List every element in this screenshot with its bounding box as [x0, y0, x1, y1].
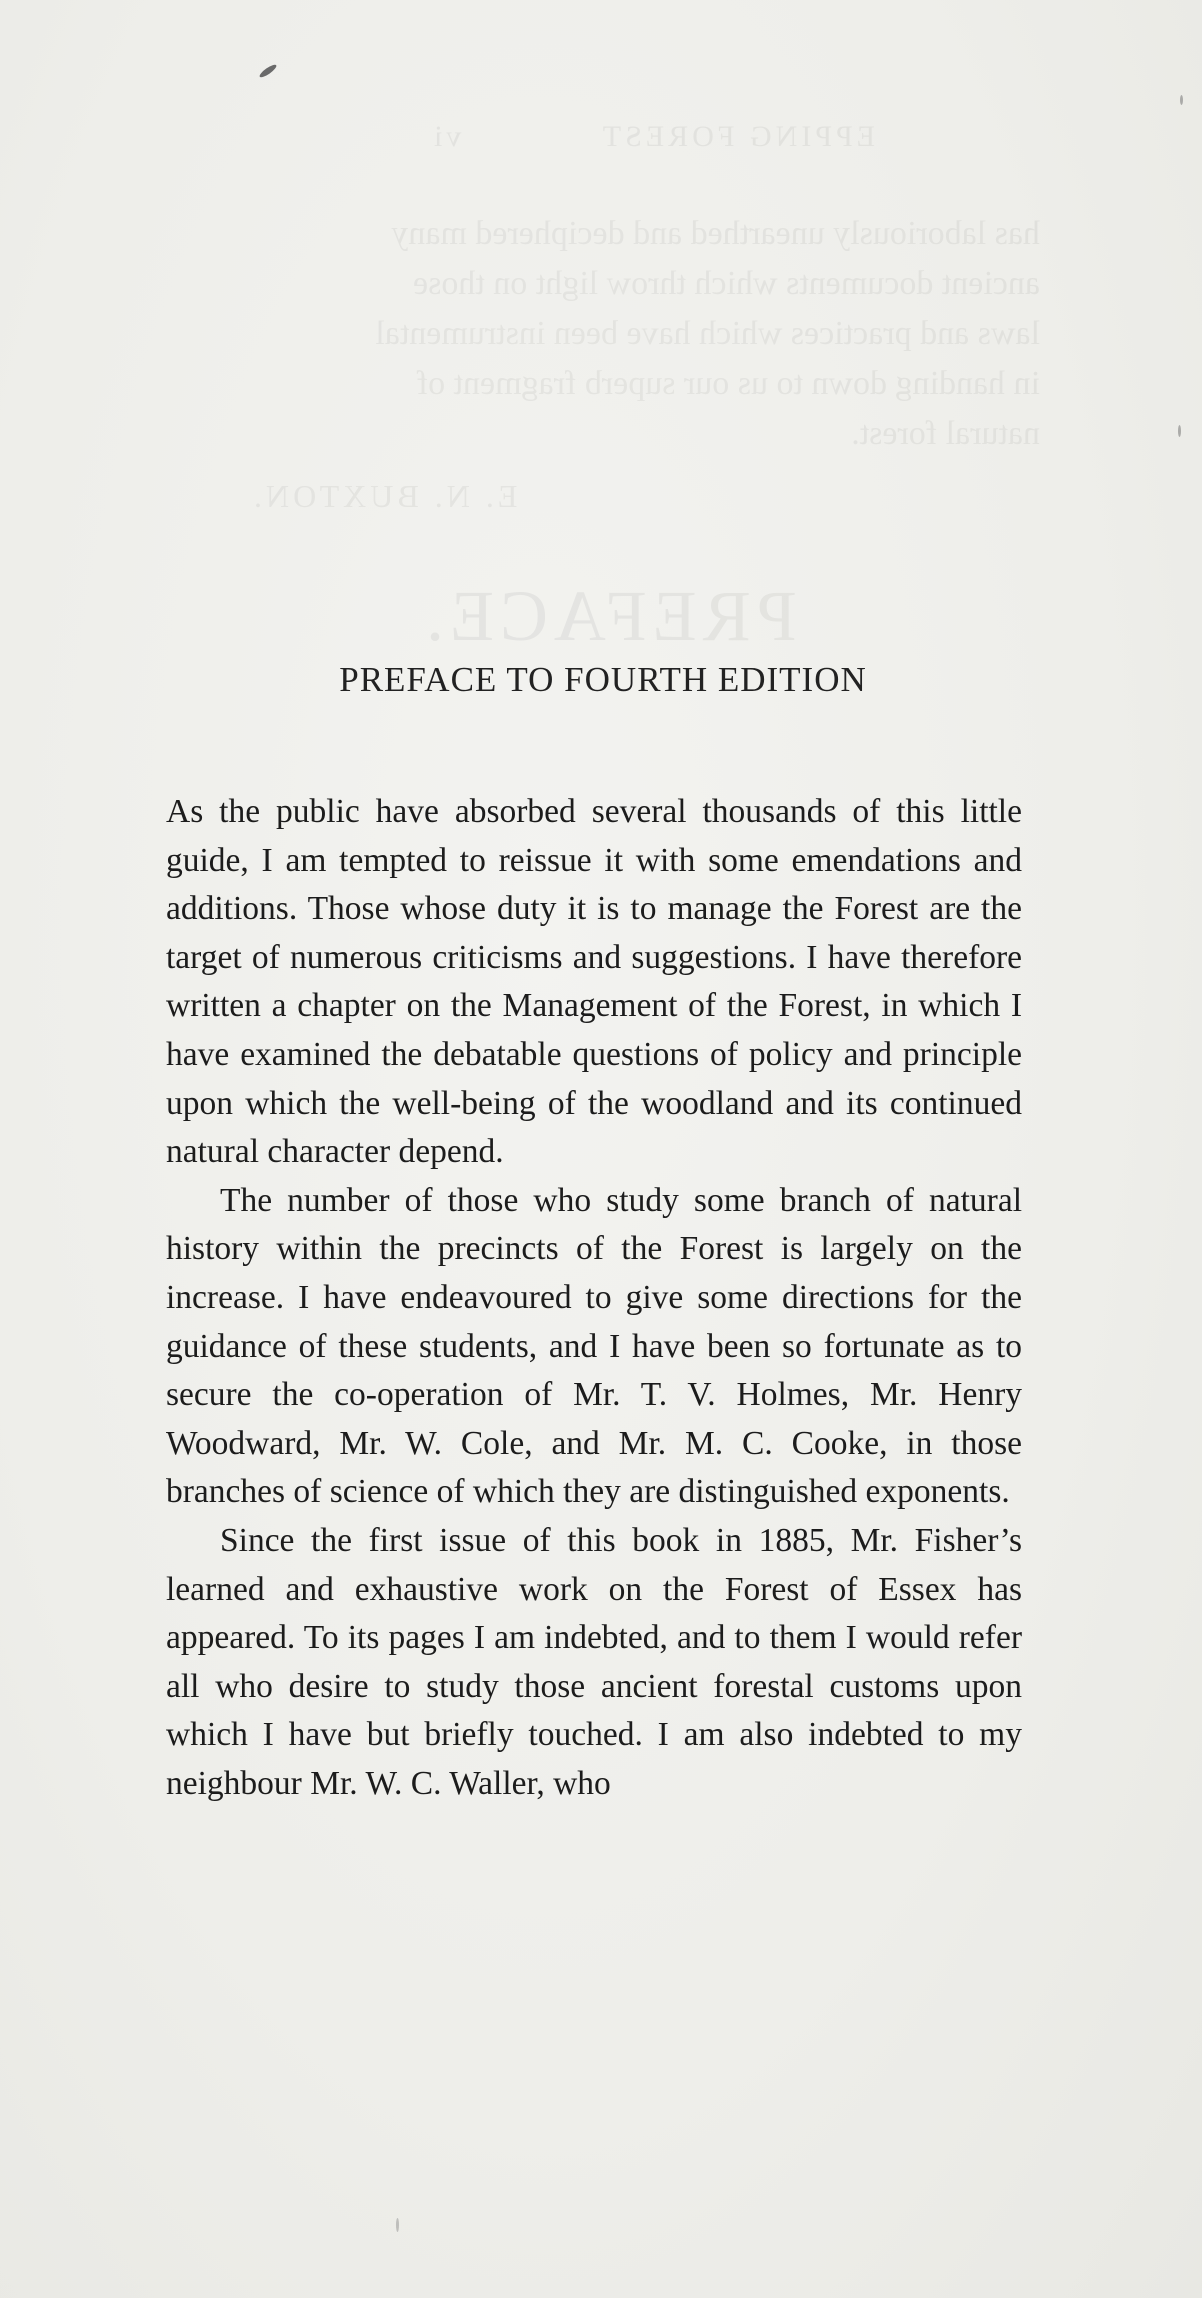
page-title: PREFACE TO FOURTH EDITION: [339, 660, 867, 699]
show-through-line: natural forest.: [851, 415, 1040, 452]
show-through-header: EPPING FOREST vi: [430, 120, 876, 153]
ink-speck: [396, 2218, 399, 2232]
paragraph-2: The number of those who study some branch of natural history within the precincts of the Forest is largely on the increase. I have endeavoured to give some directions for the guidance of these students, and I have been so fortunate as to secure the co-operation of Mr. T. V. Holmes, Mr. Henry Woodward, Mr. W. Cole, and Mr. M. C. Cooke, in those branches of science of which they are distinguished exponents.: [166, 1181, 1022, 1511]
ink-speck: [258, 63, 278, 79]
show-through-signature: E. N. BUXTON.: [250, 478, 518, 514]
ink-speck: [1178, 425, 1181, 437]
show-through-line: in handing down to us our superb fragment of: [416, 365, 1040, 402]
show-through-line: ancient documents which throw light on those: [413, 265, 1040, 302]
paragraph-1: As the public have absorbed several thousands of this little guide, I am tempted to reissue it with some emendations and additions. Those whose duty it is to manage the Forest are the target of numerous criticisms and suggestions. I have therefore written a chapter on the Management of the Forest, in which I have examined the debatable questions of policy and principle upon which the well-being of the woodland and its continued natural character depend.: [166, 793, 1022, 1171]
show-through-heading: PREFACE.: [420, 576, 797, 656]
paragraph-3: Since the first issue of this book in 1885, Mr. Fisher’s learned and exhaustive work on the Forest of Essex has appeared. To its pages I am indebted, and to them I would refer all who desire to study those ancient forestal customs upon which I have but briefly touched. I am also indebted to my neighbour Mr. W. C. Waller, who: [166, 1521, 1022, 1802]
show-through-line: laws and practices which have been instrumental: [375, 315, 1040, 352]
ink-speck: [1180, 95, 1183, 105]
show-through-line: has laboriously unearthed and deciphered many: [391, 215, 1040, 252]
preface-text-block: [166, 660, 1022, 1808]
